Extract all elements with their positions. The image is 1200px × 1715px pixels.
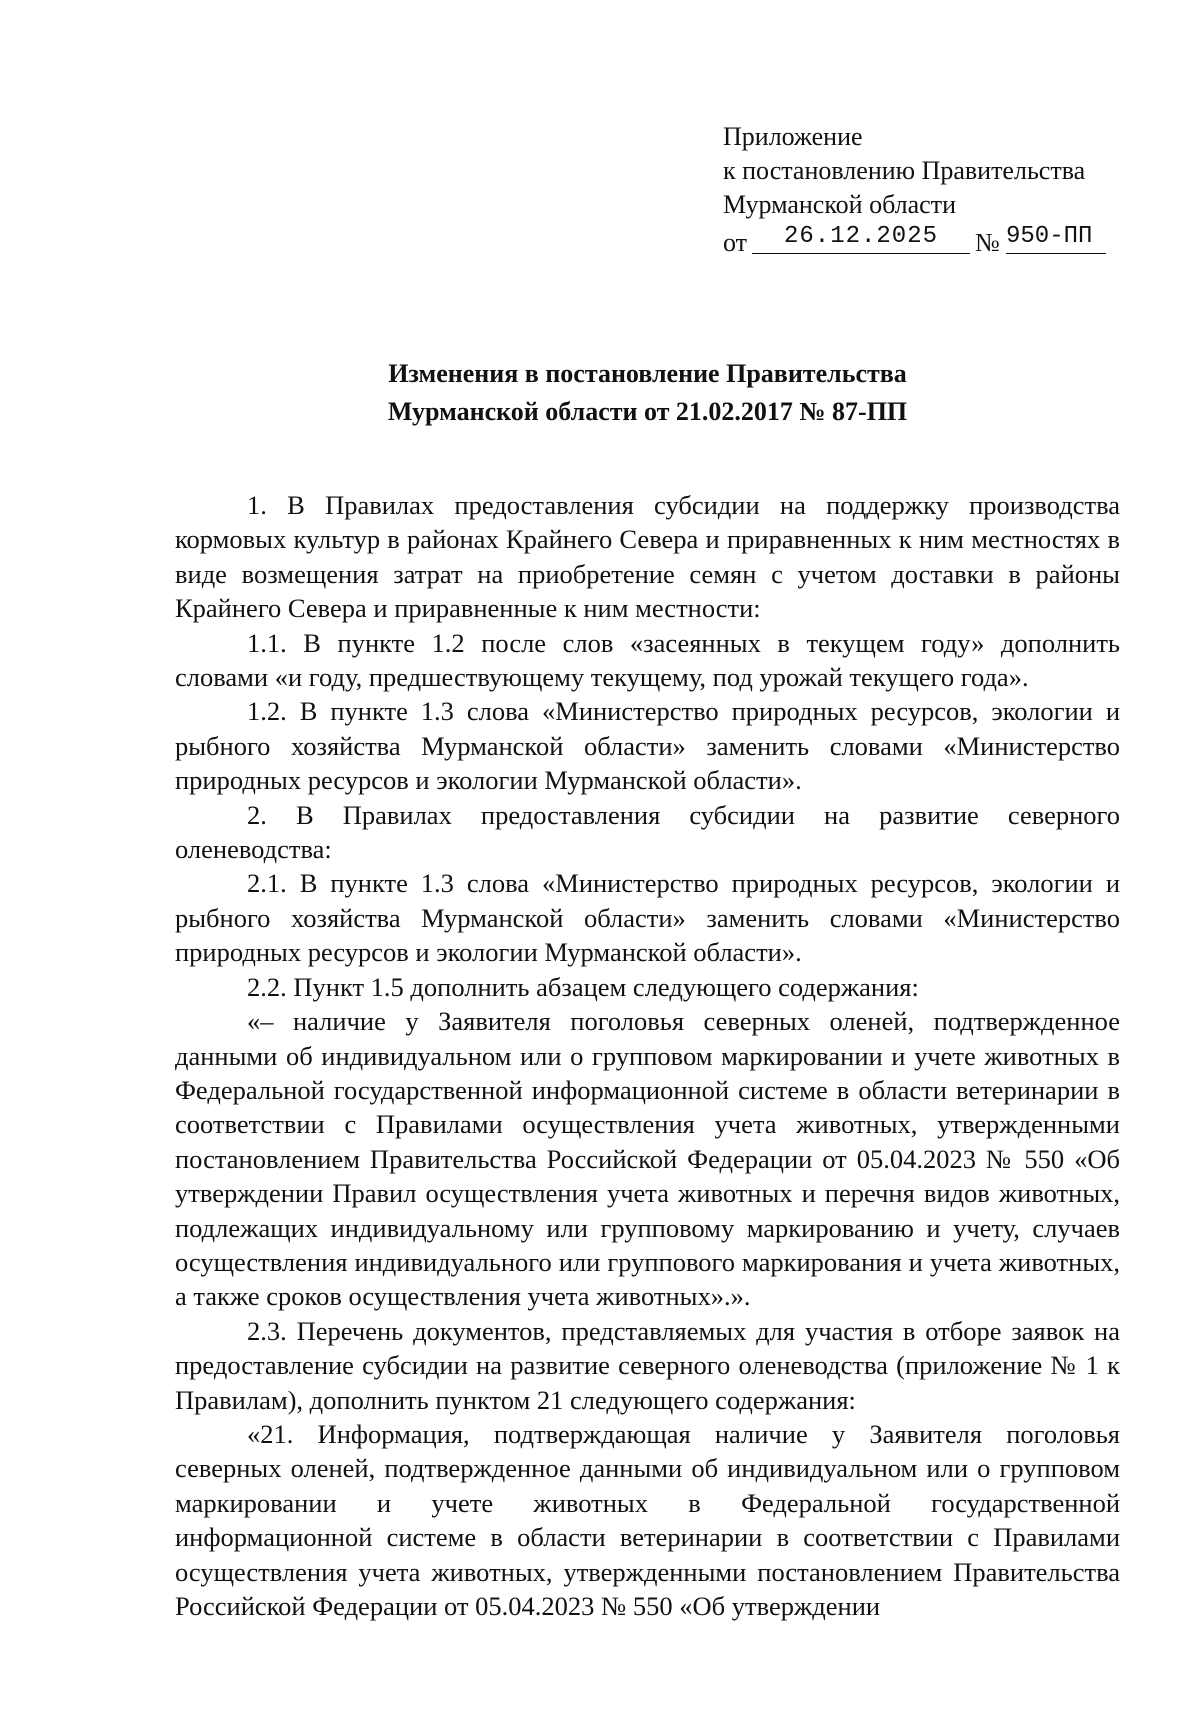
paragraph-1-1: 1.1. В пункте 1.2 после слов «засеянных в текущем году» дополнить словами «и году, предшествующему текущему, под урожай текущего года». <box>175 627 1120 693</box>
paragraph-2-3: 2.3. Перечень документов, представляемых для участия в отборе заявок на предоставление субсидии на развитие северного оленеводства (приложение № 1 к Правилам), дополнить пунктом 21 следующего содержания: <box>175 1315 1120 1415</box>
title-line-1: Изменения в постановление Правительства <box>388 359 907 388</box>
date-underline <box>752 253 970 254</box>
attachment-label: Приложение <box>723 122 863 151</box>
document-body <box>175 488 1120 1623</box>
attachment-region: Мурманской области <box>723 190 956 219</box>
title-line-2: Мурманской области от 21.02.2017 № 87-ПП <box>387 397 908 426</box>
paragraph-2-2: 2.2. Пункт 1.5 дополнить абзацем следующего содержания: <box>247 971 919 1002</box>
number-underline <box>1006 253 1106 254</box>
paragraph-1: 1. В Правилах предоставления субсидии на поддержку производства кормовых культур в районах Крайнего Севера и приравненных к ним местностях в виде возмещения затрат на приобретение семян с учетом доставки в районы Крайнего Севера и приравненные к ним местности: <box>175 490 1120 624</box>
paragraph-2-1: 2.1. В пункте 1.3 слова «Министерство природных ресурсов, экологии и рыбного хозяйства Мурманской области» заменить словами «Министерство природных ресурсов и экологии Мурманской области». <box>175 868 1120 968</box>
paragraph-1-2: 1.2. В пункте 1.3 слова «Министерство природных ресурсов, экологии и рыбного хозяйства Мурманской области» заменить словами «Министерство природных ресурсов и экологии Мурманской области». <box>175 696 1120 796</box>
attachment-date-row <box>723 222 1143 258</box>
number-sign: № <box>975 228 1000 257</box>
paragraph-2-2-quote: «– наличие у Заявителя поголовья северных оленей, подтвержденное данными об индивидуальном или о групповом маркировании и учете животных в Федеральной государственной информационной системе в области ветеринарии в соответствии с Правилами осуществления учета животных, утвержденными постановлением Правительства Российской Федерации от 05.04.2023 № 550 «Об утверждении Правил осуществления учета животных и перечня видов животных, подлежащих индивидуальному или групповому маркированию и учету, случаев осуществления индивидуального или группового маркирования и учета животных, а также сроков осуществления учета животных».». <box>175 1006 1120 1312</box>
paragraph-21-quote: «21. Информация, подтверждающая наличие у Заявителя поголовья северных оленей, подтвержденное данными об индивидуальном или о групповом маркировании и учете животных в Федеральной государственной информационной системе в области ветеринарии в соответствии с Правилами осуществления учета животных, утвержденными постановлением Правительства Российской Федерации от 05.04.2023 № 550 «Об утверждении <box>175 1418 1120 1621</box>
paragraph-2: 2. В Правилах предоставления субсидии на развитие северного оленеводства: <box>175 799 1120 865</box>
decree-number: 950-ПП <box>1006 223 1093 250</box>
document-title <box>175 355 1120 431</box>
decree-date: 26.12.2025 <box>783 223 939 250</box>
attachment-block <box>723 120 1143 258</box>
from-label: от <box>723 228 748 257</box>
attachment-reference: к постановлению Правительства <box>723 156 1086 185</box>
